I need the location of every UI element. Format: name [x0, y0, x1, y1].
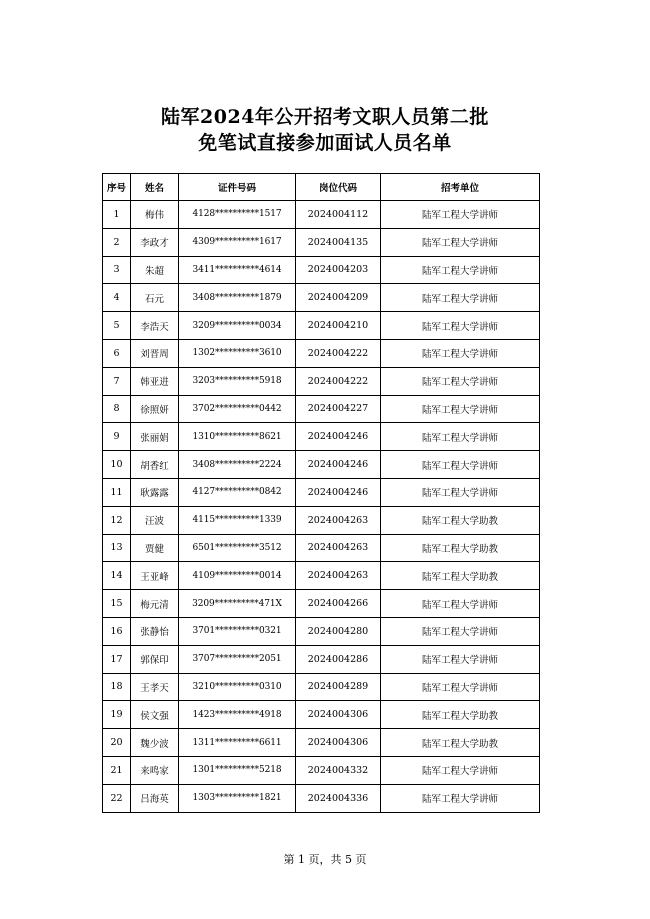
cell-post-code: 2024004263 [296, 506, 381, 534]
table-row [103, 339, 540, 367]
cell-recruiting-unit: 陆军工程大学讲师 [381, 590, 540, 618]
cell-serial-number: 8 [103, 395, 131, 423]
table-row [103, 451, 540, 479]
cell-post-code: 2024004246 [296, 423, 381, 451]
cell-name: 李浩天 [131, 312, 179, 340]
cell-id-number: 3701**********0321 [179, 617, 296, 645]
cell-name: 耿露露 [131, 478, 179, 506]
cell-serial-number: 14 [103, 562, 131, 590]
cell-recruiting-unit: 陆军工程大学助教 [381, 729, 540, 757]
cell-post-code: 2024004246 [296, 478, 381, 506]
header-post-code: 岗位代码 [296, 174, 381, 201]
cell-name: 贾健 [131, 534, 179, 562]
cell-serial-number: 1 [103, 201, 131, 229]
table-row [103, 423, 540, 451]
cell-id-number: 1303**********1821 [179, 784, 296, 812]
cell-serial-number: 21 [103, 756, 131, 784]
cell-post-code: 2024004306 [296, 701, 381, 729]
cell-name: 刘晋周 [131, 339, 179, 367]
cell-serial-number: 2 [103, 228, 131, 256]
cell-post-code: 2024004286 [296, 645, 381, 673]
cell-serial-number: 17 [103, 645, 131, 673]
cell-name: 郭保印 [131, 645, 179, 673]
header-id-number: 证件号码 [179, 174, 296, 201]
cell-post-code: 2024004332 [296, 756, 381, 784]
table-row [103, 645, 540, 673]
cell-recruiting-unit: 陆军工程大学讲师 [381, 756, 540, 784]
cell-recruiting-unit: 陆军工程大学讲师 [381, 284, 540, 312]
table-row [103, 256, 540, 284]
table-row [103, 756, 540, 784]
cell-recruiting-unit: 陆军工程大学讲师 [381, 395, 540, 423]
cell-serial-number: 20 [103, 729, 131, 757]
cell-serial-number: 7 [103, 367, 131, 395]
cell-id-number: 3210**********0310 [179, 673, 296, 701]
cell-name: 李政才 [131, 228, 179, 256]
cell-serial-number: 5 [103, 312, 131, 340]
cell-name: 胡香红 [131, 451, 179, 479]
cell-post-code: 2024004280 [296, 617, 381, 645]
cell-name: 王亚峰 [131, 562, 179, 590]
cell-recruiting-unit: 陆军工程大学讲师 [381, 617, 540, 645]
cell-id-number: 3408**********2224 [179, 451, 296, 479]
cell-post-code: 2024004306 [296, 729, 381, 757]
cell-recruiting-unit: 陆军工程大学讲师 [381, 673, 540, 701]
table-row [103, 673, 540, 701]
cell-serial-number: 19 [103, 701, 131, 729]
cell-recruiting-unit: 陆军工程大学讲师 [381, 645, 540, 673]
cell-name: 汪波 [131, 506, 179, 534]
cell-name: 魏少波 [131, 729, 179, 757]
cell-name: 石元 [131, 284, 179, 312]
cell-id-number: 1423**********4918 [179, 701, 296, 729]
cell-recruiting-unit: 陆军工程大学讲师 [381, 478, 540, 506]
cell-id-number: 4127**********0842 [179, 478, 296, 506]
cell-recruiting-unit: 陆军工程大学讲师 [381, 367, 540, 395]
header-recruiting-unit: 招考单位 [381, 174, 540, 201]
cell-name: 来鸣家 [131, 756, 179, 784]
cell-serial-number: 15 [103, 590, 131, 618]
cell-post-code: 2024004263 [296, 562, 381, 590]
cell-post-code: 2024004227 [296, 395, 381, 423]
cell-name: 王孝天 [131, 673, 179, 701]
cell-id-number: 1311**********6611 [179, 729, 296, 757]
cell-serial-number: 11 [103, 478, 131, 506]
cell-id-number: 4309**********1617 [179, 228, 296, 256]
table-header-row [103, 174, 540, 201]
cell-name: 梅元清 [131, 590, 179, 618]
cell-post-code: 2024004266 [296, 590, 381, 618]
cell-recruiting-unit: 陆军工程大学讲师 [381, 423, 540, 451]
cell-recruiting-unit: 陆军工程大学助教 [381, 701, 540, 729]
table-row [103, 228, 540, 256]
table-row [103, 562, 540, 590]
cell-serial-number: 13 [103, 534, 131, 562]
cell-recruiting-unit: 陆军工程大学助教 [381, 562, 540, 590]
cell-recruiting-unit: 陆军工程大学讲师 [381, 312, 540, 340]
table-row [103, 617, 540, 645]
cell-post-code: 2024004135 [296, 228, 381, 256]
cell-post-code: 2024004203 [296, 256, 381, 284]
cell-recruiting-unit: 陆军工程大学助教 [381, 534, 540, 562]
table-row [103, 784, 540, 812]
candidate-table [102, 173, 540, 813]
cell-name: 张静怡 [131, 617, 179, 645]
cell-name: 张丽娟 [131, 423, 179, 451]
cell-serial-number: 10 [103, 451, 131, 479]
cell-id-number: 4115**********1339 [179, 506, 296, 534]
cell-post-code: 2024004289 [296, 673, 381, 701]
cell-id-number: 1302**********3610 [179, 339, 296, 367]
cell-id-number: 3707**********2051 [179, 645, 296, 673]
cell-id-number: 3209**********471X [179, 590, 296, 618]
table-row [103, 534, 540, 562]
cell-id-number: 1301**********5218 [179, 756, 296, 784]
cell-id-number: 3203**********5918 [179, 367, 296, 395]
cell-recruiting-unit: 陆军工程大学讲师 [381, 201, 540, 229]
cell-name: 梅伟 [131, 201, 179, 229]
cell-serial-number: 16 [103, 617, 131, 645]
cell-serial-number: 6 [103, 339, 131, 367]
cell-name: 韩亚进 [131, 367, 179, 395]
cell-serial-number: 3 [103, 256, 131, 284]
cell-serial-number: 4 [103, 284, 131, 312]
cell-post-code: 2024004263 [296, 534, 381, 562]
table-row [103, 506, 540, 534]
cell-recruiting-unit: 陆军工程大学讲师 [381, 339, 540, 367]
cell-serial-number: 12 [103, 506, 131, 534]
cell-recruiting-unit: 陆军工程大学助教 [381, 506, 540, 534]
cell-id-number: 4128**********1517 [179, 201, 296, 229]
cell-id-number: 3411**********4614 [179, 256, 296, 284]
document-title-line-1: 陆军2024年公开招考文职人员第二批 [161, 106, 489, 128]
table-row [103, 201, 540, 229]
cell-serial-number: 18 [103, 673, 131, 701]
cell-post-code: 2024004209 [296, 284, 381, 312]
table-row [103, 478, 540, 506]
cell-name: 徐照妍 [131, 395, 179, 423]
cell-post-code: 2024004246 [296, 451, 381, 479]
cell-recruiting-unit: 陆军工程大学讲师 [381, 451, 540, 479]
cell-id-number: 4109**********0014 [179, 562, 296, 590]
cell-post-code: 2024004112 [296, 201, 381, 229]
table-row [103, 590, 540, 618]
cell-post-code: 2024004222 [296, 367, 381, 395]
cell-post-code: 2024004222 [296, 339, 381, 367]
cell-name: 朱超 [131, 256, 179, 284]
document-title-line-2: 免笔试直接参加面试人员名单 [198, 132, 452, 154]
page-indicator: 第 1 页，共 5 页 [283, 853, 367, 866]
header-name: 姓名 [131, 174, 179, 201]
table-row [103, 367, 540, 395]
table-row [103, 284, 540, 312]
cell-recruiting-unit: 陆军工程大学讲师 [381, 256, 540, 284]
cell-id-number: 1310**********8621 [179, 423, 296, 451]
cell-serial-number: 22 [103, 784, 131, 812]
cell-name: 侯文强 [131, 701, 179, 729]
header-serial-number: 序号 [103, 174, 131, 201]
table-body [103, 201, 540, 813]
cell-id-number: 6501**********3512 [179, 534, 296, 562]
cell-serial-number: 9 [103, 423, 131, 451]
table-row [103, 312, 540, 340]
cell-recruiting-unit: 陆军工程大学讲师 [381, 784, 540, 812]
cell-name: 吕海英 [131, 784, 179, 812]
cell-post-code: 2024004210 [296, 312, 381, 340]
cell-id-number: 3702**********0442 [179, 395, 296, 423]
cell-id-number: 3209**********0034 [179, 312, 296, 340]
cell-recruiting-unit: 陆军工程大学讲师 [381, 228, 540, 256]
table-row [103, 395, 540, 423]
cell-post-code: 2024004336 [296, 784, 381, 812]
table-row [103, 701, 540, 729]
cell-id-number: 3408**********1879 [179, 284, 296, 312]
table-row [103, 729, 540, 757]
